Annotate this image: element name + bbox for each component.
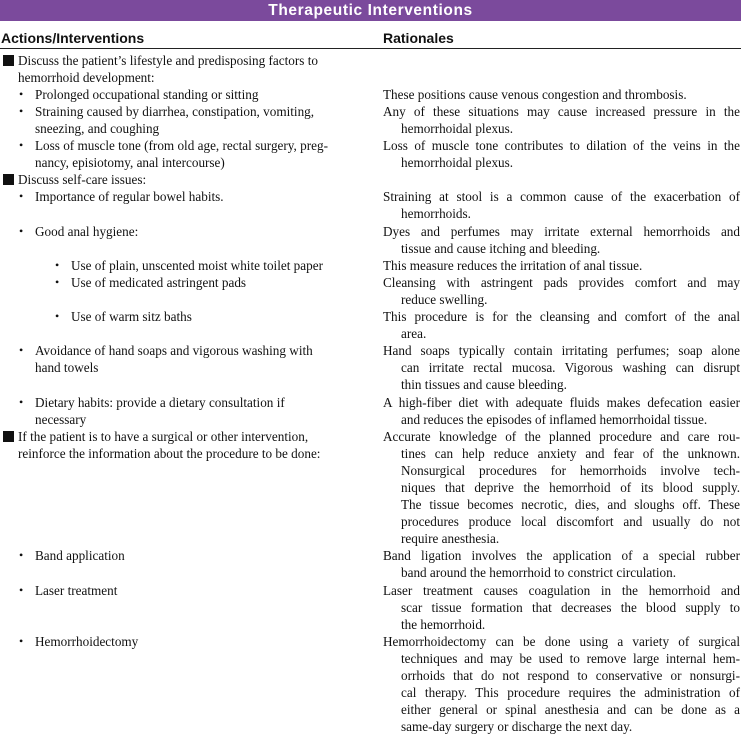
- action-item: [18, 52, 318, 86]
- bullet-icon: •: [19, 548, 24, 563]
- rationale-line: reduce swelling.: [401, 291, 488, 307]
- rationale-line: niques that deprive the hemorrhoid of its blood supply.: [401, 479, 740, 495]
- action-line: hand towels: [35, 360, 99, 376]
- action-line: Laser treatment: [35, 582, 118, 598]
- action-line: Prolonged occupational standing or sitting: [35, 86, 259, 102]
- bullet-icon: •: [19, 223, 24, 238]
- bullet-icon: •: [19, 633, 24, 648]
- rationale-line: Any of these situations may cause increased pressure in the: [383, 103, 740, 119]
- action-item: [19, 582, 118, 599]
- rationale-line: Cleansing with astringent pads provides comfort and may: [383, 274, 740, 290]
- action-item: [18, 428, 320, 462]
- rationale-line: techniques and may be used to remove large internal hem-: [401, 650, 740, 666]
- rationale-item: [383, 274, 740, 308]
- rationale-item: [383, 582, 740, 633]
- bullet-icon: •: [19, 86, 24, 101]
- action-line: Discuss the patient’s lifestyle and predisposing factors to: [18, 52, 318, 68]
- action-line: Use of warm sitz baths: [71, 309, 192, 324]
- rationale-line: Straining at stool is a common cause of the exacerbation of: [383, 189, 740, 205]
- rationale-line: scar tissue formation that decreases the blood supply to: [401, 599, 740, 615]
- action-line: nancy, episiotomy, anal intercourse): [35, 155, 225, 171]
- rationale-line: either general or spinal anesthesia and can be done as a: [401, 702, 740, 718]
- rationale-line: procedures produce local discomfort and usually do not: [401, 514, 740, 530]
- action-line: necessary: [35, 411, 87, 427]
- action-line: Use of medicated astringent pads: [71, 274, 247, 290]
- square-bullet-icon: [3, 431, 14, 442]
- rationale-item: [383, 103, 740, 137]
- square-bullet-icon: [3, 174, 14, 185]
- rationale-item: [383, 86, 740, 103]
- rationale-line: and reduces the episodes of inflamed hemorrhoidal tissue.: [401, 411, 708, 427]
- rationale-line: same-day surgery or discharge the next day.: [401, 719, 633, 735]
- rationale-line: A high-fiber diet with adequate fluids makes defecation easier: [383, 394, 740, 410]
- action-line: If the patient is to have a surgical or other intervention,: [18, 428, 309, 444]
- action-line: Hemorrhoidectomy: [35, 633, 139, 649]
- rationale-line: Nonsurgical procedures for hemorrhoids involve tech-: [401, 462, 740, 478]
- rationale-item: [383, 428, 740, 548]
- action-line: Good anal hygiene:: [35, 223, 139, 239]
- action-item: [19, 342, 313, 376]
- rationale-line: hemorrhoids.: [401, 206, 471, 222]
- rationale-line: These positions cause venous congestion and thrombosis.: [383, 86, 687, 102]
- bullet-icon: •: [55, 309, 60, 323]
- rationale-line: Dyes and perfumes may irritate external hemorrhoids and: [383, 223, 740, 239]
- action-item: [19, 103, 315, 137]
- rationale-line: Hemorrhoidectomy can be done using a variety of surgical: [383, 633, 740, 649]
- action-item: [19, 137, 328, 171]
- rationale-line: can irritate rectal mucosa. Vigorous washing can disrupt: [401, 360, 740, 376]
- rationale-item: [383, 137, 740, 171]
- rationale-line: tissue and cause itching and bleeding.: [401, 240, 601, 256]
- bullet-icon: •: [19, 394, 24, 409]
- rationale-item: [383, 633, 740, 736]
- rationale-line: hemorrhoidal plexus.: [401, 120, 514, 136]
- rationale-line: The tissue becomes necrotic, dies, and sloughs off. These: [401, 497, 740, 513]
- bullet-icon: •: [19, 189, 24, 204]
- action-line: sneezing, and coughing: [35, 120, 160, 136]
- rationale-line: Hand soaps typically contain irritating perfumes; soap alone: [383, 343, 740, 359]
- bullet-icon: •: [19, 103, 24, 118]
- action-line: Dietary habits: provide a dietary consultation if: [35, 394, 285, 410]
- rationale-line: cal therapy. This procedure requires the administration of: [401, 685, 740, 701]
- header-divider: [0, 48, 741, 49]
- rationale-item: [383, 308, 740, 342]
- action-line: hemorrhoid development:: [18, 69, 155, 85]
- rationale-line: orrhoids that do not respond to conservative or nonsurgi-: [401, 668, 740, 684]
- rationale-line: This procedure is for the cleansing and comfort of the anal: [383, 309, 740, 324]
- action-item: [55, 257, 323, 274]
- action-line: Band application: [35, 548, 125, 564]
- bullet-icon: •: [19, 582, 24, 597]
- action-line: reinforce the information about the procedure to be done:: [18, 445, 321, 461]
- rationale-line: thin tissues and cause bleeding.: [401, 377, 567, 393]
- action-item: [19, 86, 259, 103]
- rationale-line: Band ligation involves the application of a special rubber: [383, 548, 740, 564]
- rationale-line: area.: [401, 326, 427, 342]
- action-line: Discuss self-care issues:: [18, 172, 147, 188]
- rationale-line: band around the hemorrhoid to constrict circulation.: [401, 565, 677, 581]
- rationale-item: [383, 188, 740, 222]
- action-item: [55, 308, 192, 325]
- action-line: Importance of regular bowel habits.: [35, 189, 224, 205]
- rationale-line: Laser treatment causes coagulation in the hemorrhoid and: [383, 582, 740, 598]
- actions-column-header: Actions/Interventions: [1, 30, 145, 46]
- banner-title: Therapeutic Interventions: [0, 0, 741, 21]
- action-item: [19, 223, 139, 240]
- action-item: [19, 394, 285, 428]
- rationale-line: Loss of muscle tone contributes to dilation of the veins in the: [383, 138, 740, 153]
- rationale-line: tines can help reduce anxiety and fear of the unknown.: [401, 445, 740, 461]
- bullet-icon: •: [19, 343, 24, 358]
- rationale-line: Accurate knowledge of the planned procedure and care rou-: [383, 428, 740, 444]
- action-item: [55, 274, 247, 291]
- rationale-line: hemorrhoidal plexus.: [401, 155, 514, 171]
- action-item: [18, 171, 146, 188]
- rationale-line: This measure reduces the irritation of anal tissue.: [383, 257, 643, 273]
- bullet-icon: •: [55, 274, 60, 289]
- rationale-item: [383, 547, 740, 581]
- action-line: Use of plain, unscented moist white toilet paper: [71, 257, 323, 273]
- action-line: Straining caused by diarrhea, constipation, vomiting,: [35, 103, 315, 119]
- rationales-column-header: Rationales: [383, 30, 454, 46]
- rationale-line: the hemorrhoid.: [401, 616, 486, 632]
- action-line: Loss of muscle tone (from old age, rectal surgery, preg-: [35, 138, 328, 153]
- action-item: [19, 633, 139, 650]
- rationale-line: require anesthesia.: [401, 531, 500, 547]
- rationale-item: [383, 223, 740, 257]
- rationale-item: [383, 257, 740, 274]
- square-bullet-icon: [3, 55, 14, 66]
- rationale-item: [383, 342, 740, 393]
- action-line: Avoidance of hand soaps and vigorous washing with: [35, 343, 313, 359]
- rationale-item: [383, 394, 740, 428]
- bullet-icon: •: [55, 257, 60, 272]
- action-item: [19, 188, 224, 205]
- bullet-icon: •: [19, 138, 24, 152]
- action-item: [19, 547, 125, 564]
